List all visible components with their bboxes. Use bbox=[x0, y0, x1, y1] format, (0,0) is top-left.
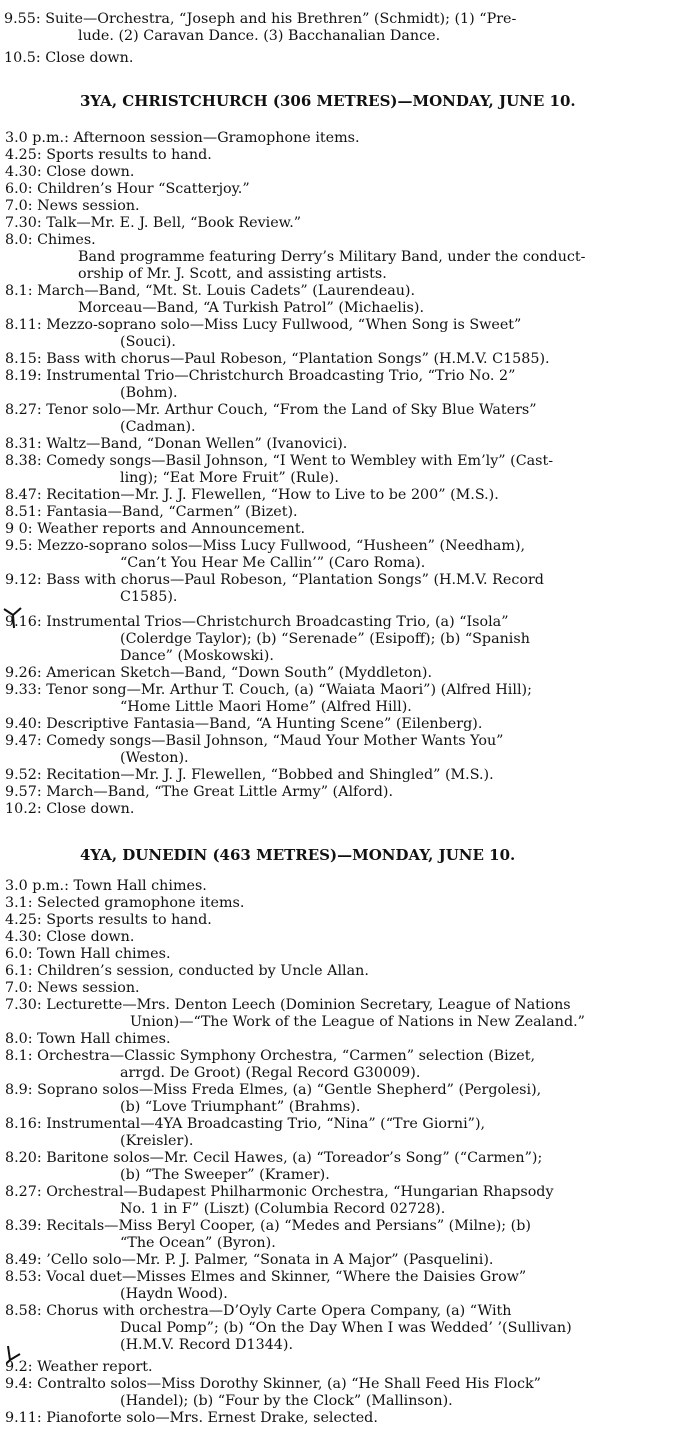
programme-line: 6.0: Children’s Hour “Scatterjoy.” bbox=[5, 181, 250, 197]
programme-line: 9.57: March—Band, “The Great Little Army” (Alford). bbox=[5, 784, 394, 800]
programme-line: (Handel); (b) “Four by the Clock” (Mallinson). bbox=[120, 1393, 453, 1409]
programme-line: (H.M.V. Record D1344). bbox=[120, 1337, 294, 1353]
programme-line: 7.30: Talk—Mr. E. J. Bell, “Book Review.” bbox=[5, 215, 302, 231]
programme-line: 8.19: Instrumental Trio—Christchurch Broadcasting Trio, “Trio No. 2” bbox=[5, 368, 516, 384]
programme-line: 7.0: News session. bbox=[5, 980, 140, 996]
programme-line: 9.4: Contralto solos—Miss Dorothy Skinner, (a) “He Shall Feed His Flock” bbox=[5, 1376, 541, 1392]
programme-line: (Kreisler). bbox=[120, 1133, 194, 1149]
programme-line: 8.20: Baritone solos—Mr. Cecil Hawes, (a) “Toreador’s Song” (“Carmen”); bbox=[5, 1150, 543, 1166]
programme-line: 9.55: Suite—Orchestra, “Joseph and his Brethren” (Schmidt); (1) “Pre- bbox=[4, 11, 517, 27]
programme-line: 7.0: News session. bbox=[5, 198, 140, 214]
ink-mark-icon bbox=[4, 1344, 24, 1364]
programme-line: 9.26: American Sketch—Band, “Down South” (Myddleton). bbox=[5, 665, 432, 681]
programme-line: 8.15: Bass with chorus—Paul Robeson, “Plantation Songs” (H.M.V. C1585). bbox=[5, 351, 550, 367]
programme-line: 8.58: Chorus with orchestra—D’Oyly Carte Opera Company, (a) “With bbox=[5, 1303, 512, 1319]
programme-line: 10.2: Close down. bbox=[5, 801, 135, 817]
programme-line: 8.47: Recitation—Mr. J. J. Flewellen, “How to Live to be 200” (M.S.). bbox=[5, 487, 499, 503]
programme-line: 4.30: Close down. bbox=[5, 929, 135, 945]
programme-line: 8.11: Mezzo-soprano solo—Miss Lucy Fullwood, “When Song is Sweet” bbox=[5, 317, 522, 333]
programme-line: 9 0: Weather reports and Announcement. bbox=[5, 521, 306, 537]
programme-line: 8.39: Recitals—Miss Beryl Cooper, (a) “Medes and Persians” (Milne); (b) bbox=[5, 1218, 531, 1234]
programme-line: Band programme featuring Derry’s Military Band, under the conduct- bbox=[78, 249, 586, 265]
programme-line: 3.0 p.m.: Afternoon session—Gramophone items. bbox=[5, 130, 360, 146]
programme-line: 9.12: Bass with chorus—Paul Robeson, “Plantation Songs” (H.M.V. Record bbox=[5, 572, 544, 588]
programme-line: 9.47: Comedy songs—Basil Johnson, “Maud Your Mother Wants You” bbox=[5, 733, 504, 749]
programme-line: 6.0: Town Hall chimes. bbox=[5, 946, 171, 962]
programme-line: “Home Little Maori Home” (Alfred Hill). bbox=[120, 699, 412, 715]
programme-line: 4.30: Close down. bbox=[5, 164, 135, 180]
programme-line: orship of Mr. J. Scott, and assisting artists. bbox=[78, 266, 387, 282]
programme-line: 8.16: Instrumental—4YA Broadcasting Trio, “Nina” (“Tre Giorni”), bbox=[5, 1116, 486, 1132]
programme-line: 8.49: ’Cello solo—Mr. P. J. Palmer, “Sonata in A Major” (Pasquelini). bbox=[5, 1252, 494, 1268]
programme-line: (Cadman). bbox=[120, 419, 196, 435]
programme-line: 8.0: Town Hall chimes. bbox=[5, 1031, 171, 1047]
programme-line: 9.16: Instrumental Trios—Christchurch Broadcasting Trio, (a) “Isola” bbox=[5, 614, 509, 630]
programme-line: Morceau—Band, “A Turkish Patrol” (Michaelis). bbox=[78, 300, 425, 316]
programme-line: 8.27: Orchestral—Budapest Philharmonic Orchestra, “Hungarian Rhapsody bbox=[5, 1184, 554, 1200]
programme-line: 7.30: Lecturette—Mrs. Denton Leech (Dominion Secretary, League of Nations bbox=[5, 997, 571, 1013]
station-heading-3ya: 3YA, CHRISTCHURCH (306 METRES)—MONDAY, JUNE 10. bbox=[80, 92, 576, 110]
programme-line: 10.5: Close down. bbox=[4, 50, 134, 66]
programme-line: (Haydn Wood). bbox=[120, 1286, 228, 1302]
programme-line: 9.52: Recitation—Mr. J. J. Flewellen, “Bobbed and Shingled” (M.S.). bbox=[5, 767, 494, 783]
programme-line: 3.0 p.m.: Town Hall chimes. bbox=[5, 878, 207, 894]
programme-line: 8.1: Orchestra—Classic Symphony Orchestra, “Carmen” selection (Bizet, bbox=[5, 1048, 536, 1064]
programme-line: 8.51: Fantasia—Band, “Carmen” (Bizet). bbox=[5, 504, 298, 520]
programme-line: 9.11: Pianoforte solo—Mrs. Ernest Drake, selected. bbox=[5, 1410, 378, 1426]
programme-line: Dance” (Moskowski). bbox=[120, 648, 274, 664]
programme-line: 3.1: Selected gramophone items. bbox=[5, 895, 245, 911]
programme-line: C1585). bbox=[120, 589, 178, 605]
programme-line: Union)—“The Work of the League of Nations in New Zealand.” bbox=[130, 1014, 585, 1030]
programme-line: 6.1: Children’s session, conducted by Uncle Allan. bbox=[5, 963, 369, 979]
programme-line: 9.40: Descriptive Fantasia—Band, “A Hunting Scene” (Eilenberg). bbox=[5, 716, 483, 732]
programme-line: ling); “Eat More Fruit” (Rule). bbox=[120, 470, 339, 486]
programme-line: (b) “The Sweeper” (Kramer). bbox=[120, 1167, 330, 1183]
programme-line: arrgd. De Groot) (Regal Record G30009). bbox=[120, 1065, 421, 1081]
programme-line: “The Ocean” (Byron). bbox=[120, 1235, 276, 1251]
programme-line: 9.5: Mezzo-soprano solos—Miss Lucy Fullwood, “Husheen” (Needham), bbox=[5, 538, 526, 554]
programme-line: 4.25: Sports results to hand. bbox=[5, 147, 212, 163]
programme-line: Ducal Pomp”; (b) “On the Day When I was Wedded’ ’(Sullivan) bbox=[120, 1320, 572, 1336]
programme-line: 8.38: Comedy songs—Basil Johnson, “I Went to Wembley with Em’ly” (Cast- bbox=[5, 453, 554, 469]
station-heading-4ya: 4YA, DUNEDIN (463 METRES)—MONDAY, JUNE 10. bbox=[80, 846, 516, 864]
programme-line: (b) “Love Triumphant” (Brahms). bbox=[120, 1099, 361, 1115]
ink-mark-icon bbox=[2, 606, 24, 630]
programme-line: 8.0: Chimes. bbox=[5, 232, 96, 248]
programme-line: 9.33: Tenor song—Mr. Arthur T. Couch, (a) “Waiata Maori”) (Alfred Hill); bbox=[5, 682, 532, 698]
programme-line: 8.27: Tenor solo—Mr. Arthur Couch, “From the Land of Sky Blue Waters” bbox=[5, 402, 537, 418]
programme-line: (Colerdge Taylor); (b) “Serenade” (Esipoff); (b) “Spanish bbox=[120, 631, 530, 647]
programme-line: 4.25: Sports results to hand. bbox=[5, 912, 212, 928]
programme-line: “Can’t You Hear Me Callin’” (Caro Roma). bbox=[120, 555, 426, 571]
programme-line: lude. (2) Caravan Dance. (3) Bacchanalian Dance. bbox=[78, 28, 441, 44]
programme-line: (Souci). bbox=[120, 334, 176, 350]
programme-line: 9.2: Weather report. bbox=[5, 1359, 153, 1375]
programme-line: 8.53: Vocal duet—Misses Elmes and Skinner, “Where the Daisies Grow” bbox=[5, 1269, 527, 1285]
programme-line: 8.31: Waltz—Band, “Donan Wellen” (Ivanovici). bbox=[5, 436, 348, 452]
programme-line: 8.1: March—Band, “Mt. St. Louis Cadets” (Laurendeau). bbox=[5, 283, 416, 299]
programme-line: (Weston). bbox=[120, 750, 189, 766]
programme-line: No. 1 in F” (Liszt) (Columbia Record 02728). bbox=[120, 1201, 446, 1217]
programme-line: 8.9: Soprano solos—Miss Freda Elmes, (a) “Gentle Shepherd” (Pergolesi), bbox=[5, 1082, 542, 1098]
programme-line: (Bohm). bbox=[120, 385, 178, 401]
